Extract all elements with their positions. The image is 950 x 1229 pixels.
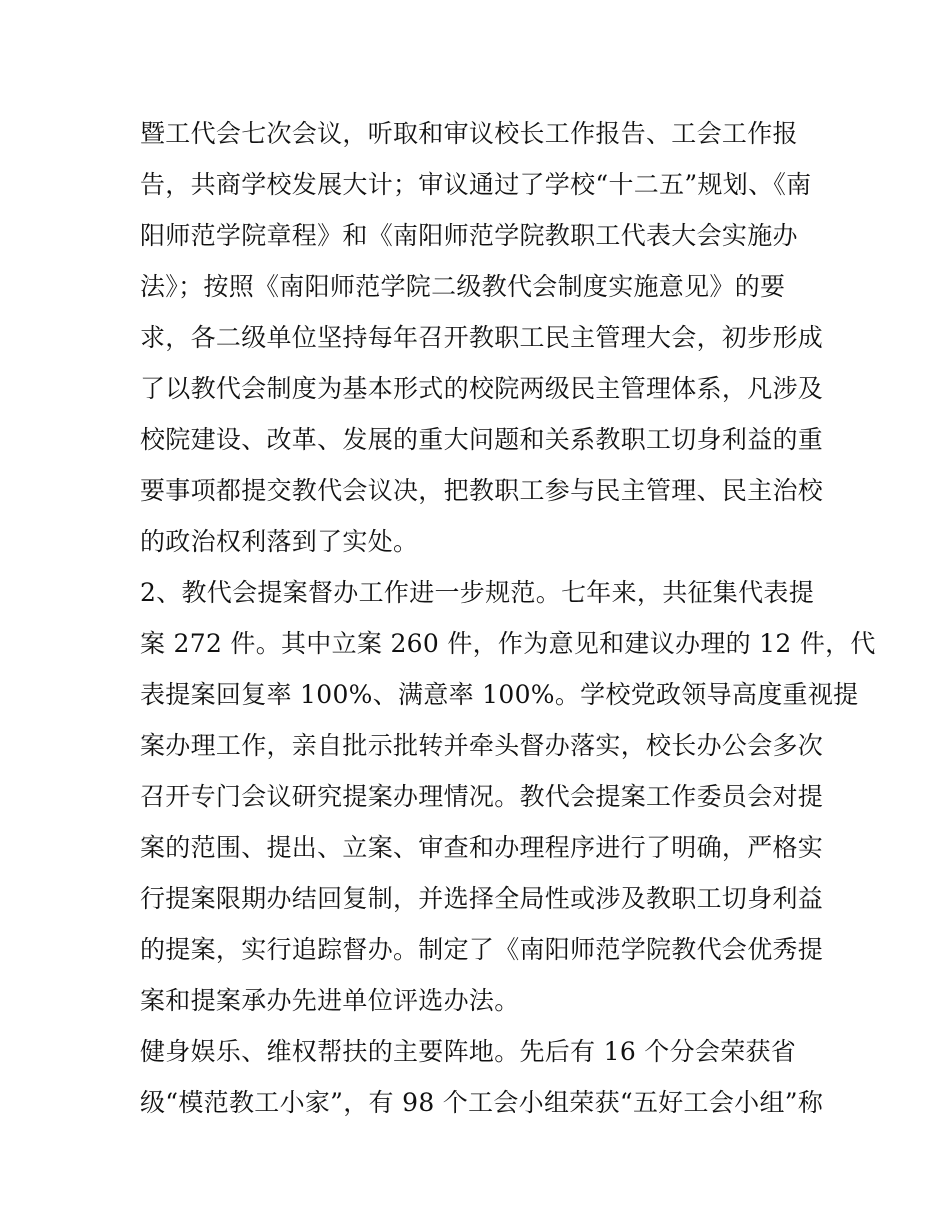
text-line: 案办理工作，亲自批示批转并牵头督办落实，校长办公会多次 — [140, 731, 824, 760]
text-line: 的提案，实行追踪督办。制定了《南阳师范学院教代会优秀提 — [140, 935, 824, 964]
text-line: 案和提案承办先进单位评选办法。 — [140, 986, 520, 1015]
text-line: 暨工代会七次会议，听取和审议校长工作报告、工会工作报 — [140, 119, 798, 148]
text-line: 2、教代会提案督办工作进一步规范。七年来，共征集代表提 — [140, 578, 815, 607]
text-line: 级“模范教工小家”，有 98 个工会小组荣获“五好工会小组”称 — [140, 1088, 824, 1117]
text-line: 案的范围、提出、立案、审查和办理程序进行了明确，严格实 — [140, 833, 824, 862]
text-line: 的政治权利落到了实处。 — [140, 527, 419, 556]
text-line: 案 272 件。其中立案 260 件，作为意见和建议办理的 12 件，代 — [140, 629, 876, 658]
text-line: 求，各二级单位坚持每年召开教职工民主管理大会，初步形成 — [140, 323, 824, 352]
text-line: 校院建设、改革、发展的重大问题和关系教职工切身利益的重 — [140, 425, 824, 454]
text-line: 健身娱乐、维权帮扶的主要阵地。先后有 16 个分会荣获省 — [140, 1037, 797, 1066]
text-line: 要事项都提交教代会议决，把教职工参与民主管理、民主治校 — [140, 476, 824, 505]
text-line: 行提案限期办结回复制，并选择全局性或涉及教职工切身利益 — [140, 884, 824, 913]
text-line: 告，共商学校发展大计；审议通过了学校“十二五”规划、《南 — [140, 170, 812, 199]
text-line: 阳师范学院章程》和《南阳师范学院教职工代表大会实施办 — [140, 221, 798, 250]
text-line: 召开专门会议研究提案办理情况。教代会提案工作委员会对提 — [140, 782, 824, 811]
text-line: 法》；按照《南阳师范学院二级教代会制度实施意见》的要 — [140, 272, 786, 301]
body-text — [140, 108, 876, 1128]
text-line: 了以教代会制度为基本形式的校院两级民主管理体系，凡涉及 — [140, 374, 824, 403]
text-line: 表提案回复率 100%、满意率 100%。学校党政领导高度重视提 — [140, 680, 859, 709]
